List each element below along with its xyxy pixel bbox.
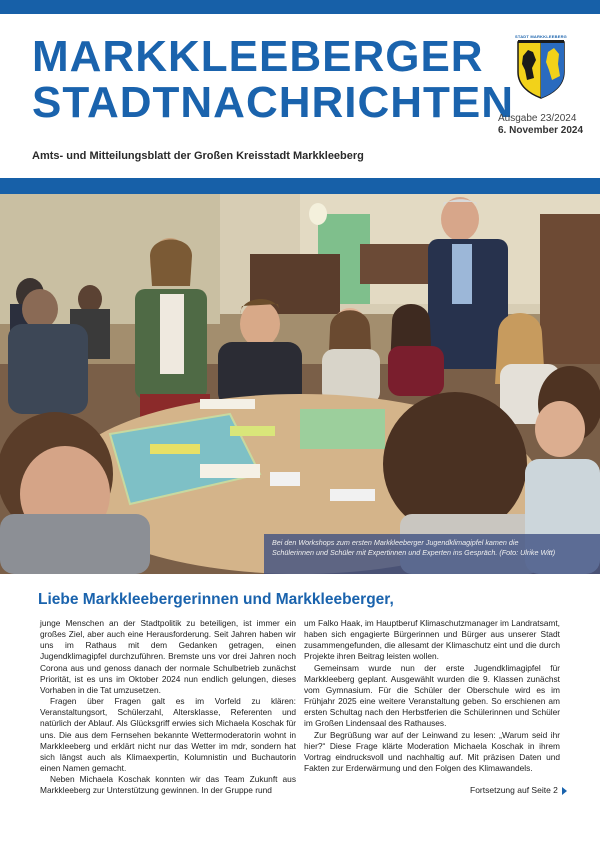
masthead-title-line1: MARKKLEEBERGER bbox=[32, 32, 484, 81]
article-paragraph: Gemeinsam wurde nun der erste Jugendklimagipfel für Markkleeberg geplant. Ausgewählt wurden die 9. Klassen zunächst vom Gymnasium. Für die Schüler der Oberschule wird es im Frühjahr 2025 eine weitere Veranstaltung geben. So erschienen am ersten Schultag nach den Herbstferien die Schülerinnen und Schüler im Großen Lindensaal des Rathauses. bbox=[304, 662, 560, 729]
article-paragraph: Neben Michaela Koschak konnten wir das Team Zukunft aus Markkleeberg zur Unterstützung gewinnen. In der Gruppe rund bbox=[40, 774, 296, 796]
cover-photo bbox=[0, 194, 600, 574]
top-color-bar bbox=[0, 0, 600, 14]
photo-caption-line1: Bei den Workshops zum ersten Markkleeberger Jugendklimagipfel kamen die bbox=[272, 538, 519, 547]
photo-caption bbox=[264, 534, 600, 574]
article-paragraph: um Falko Haak, im Hauptberuf Klimaschutzmanager im Landratsamt, haben sich engagierte Bürgerinnen und Bürger aus unserer Stadt zusammengefunden, die allesamt der Klimaschutz eint und die durch Projekte ihren Beitrag leisten wollen. bbox=[304, 618, 560, 662]
masthead-title-line2: STADTNACHRICHTEN bbox=[32, 78, 515, 127]
article-column-left bbox=[40, 618, 296, 797]
issue-number: Ausgabe 23/2024 bbox=[498, 113, 577, 124]
issue-info bbox=[498, 113, 583, 137]
issue-date: 6. November 2024 bbox=[498, 125, 584, 136]
article-paragraph: junge Menschen an der Stadtpolitik zu beteiligen, ist immer ein großes Ziel, aber auch eine Herausforderung. Seit Jahren haben wir uns im Rathaus mit dem Gedanken getragen, einen Jugendklimagipfel durchzuführen. Bremste uns vor drei Jahren noch Corona aus und genoss danach der normale Schulbetrieb zunächst Priorität, ist es uns im Oktober 2024 nun endlich gelungen, dieses Vorhaben in die Tat umzusetzen. bbox=[40, 618, 296, 695]
article-column-right bbox=[304, 618, 560, 774]
continue-link[interactable] bbox=[470, 785, 567, 795]
continue-label: Fortsetzung auf Seite 2 bbox=[470, 785, 558, 795]
article-headline: Liebe Markkleebergerinnen und Markkleeberger, bbox=[38, 591, 394, 608]
article-paragraph: Zur Begrüßung war auf der Leinwand zu lesen: „Warum seid ihr hier?“ Diese Frage klärte Moderation Michaela Koschak in ihrem Vortrag eindrucksvoll und nachhaltig auf. Mit präzisen Daten und Fakten zur Erderwärmung und den Folgen des Klimawandels. bbox=[304, 729, 560, 774]
crest-caption: STADT MARKKLEEBERG bbox=[515, 34, 567, 39]
triangle-right-icon bbox=[562, 787, 567, 795]
header-divider-band bbox=[0, 178, 600, 194]
masthead bbox=[32, 32, 515, 127]
masthead-subtitle: Amts- und Mitteilungsblatt der Großen Kreisstadt Markkleeberg bbox=[32, 150, 364, 162]
article-paragraph: Fragen über Fragen galt es im Vorfeld zu klären: Veranstaltungsort, Schülerzahl, Altersklasse, Referenten und natürlich der Ablauf. Als Glücksgriff erwies sich Michaela Koschak für uns. Die aus dem Fernsehen bekannte Wettermoderatorin wohnt in Markkleeberg und erklärt nicht nur das Wetter im mdr, sondern hat sich längst auch als Klimaexpertin, Kolumnistin und Buchautorin einen Namen gemacht. bbox=[40, 696, 296, 774]
city-coat-of-arms-icon bbox=[514, 34, 568, 100]
photo-caption-line2: Schülerinnen und Schüler mit Expertinnen und Experten ins Gespräch. (Foto: Ulrike Witt) bbox=[272, 548, 556, 557]
